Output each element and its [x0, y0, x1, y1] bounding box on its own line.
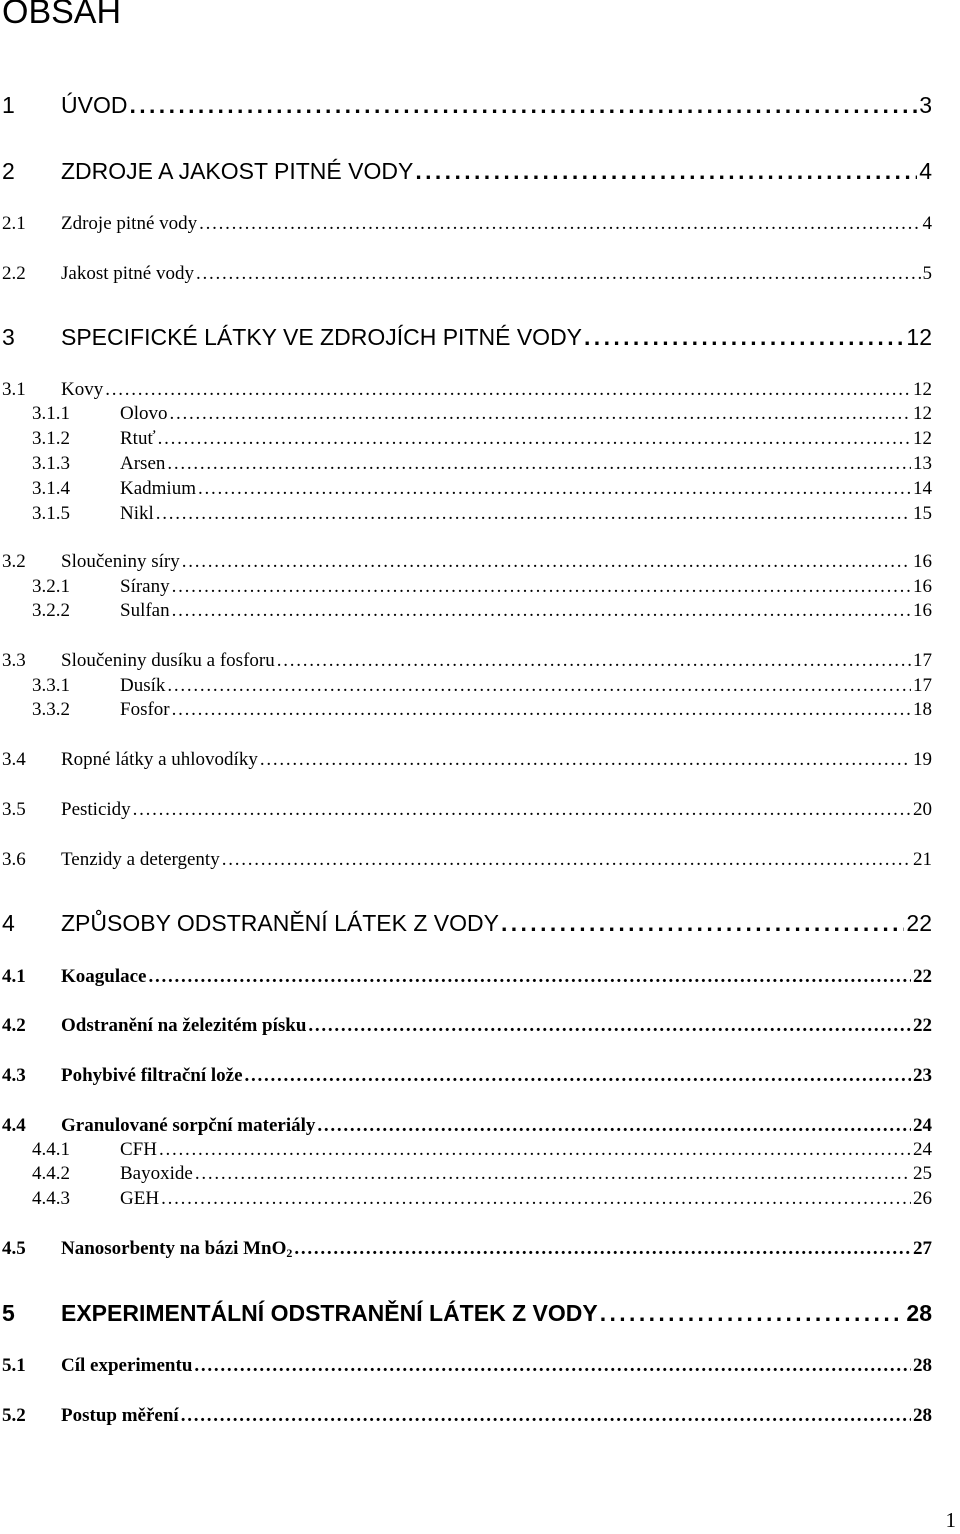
toc-section-4-3[interactable] [0, 1064, 932, 1088]
toc-section-4-5[interactable] [0, 1237, 932, 1261]
dot-leader [129, 90, 917, 120]
dot-leader [194, 1354, 911, 1378]
dot-leader [161, 1187, 911, 1211]
toc-number: 2.1 [2, 213, 26, 234]
toc-section-3-2[interactable] [0, 550, 932, 574]
toc-title: Rtuť [120, 428, 156, 449]
toc-page: 22 [906, 910, 932, 936]
toc-section-2-1[interactable] [0, 212, 932, 236]
toc-number: 3.1.1 [32, 403, 70, 424]
toc-title: Dusík [120, 675, 166, 696]
page-title: OBSAH [2, 0, 122, 31]
dot-leader [105, 378, 911, 402]
toc-page: 12 [913, 428, 932, 449]
toc-page: 13 [913, 453, 932, 474]
dot-leader [133, 798, 911, 822]
toc-number: 3.5 [2, 799, 26, 820]
toc-number: 2 [2, 158, 15, 184]
toc-page: 22 [913, 1015, 932, 1036]
toc-title: Sloučeniny síry [61, 551, 180, 572]
toc-chapter-5[interactable] [0, 1298, 932, 1328]
toc-title: Granulované sorpční materiály [61, 1115, 316, 1136]
toc-number: 3.4 [2, 749, 26, 770]
toc-number: 4.4.3 [32, 1188, 70, 1209]
toc-title: Odstranění na železitém písku [61, 1015, 307, 1036]
toc-subsection-3-3-2[interactable] [0, 698, 932, 722]
toc-subsection-4-4-2[interactable] [0, 1162, 932, 1186]
toc-section-5-2[interactable] [0, 1404, 932, 1428]
toc-page: 18 [913, 699, 932, 720]
toc-number: 3.1.2 [32, 428, 70, 449]
toc-title: Tenzidy a detergenty [61, 849, 220, 870]
toc-title: Pesticidy [61, 799, 131, 820]
toc-number: 3.3 [2, 650, 26, 671]
toc-page: 14 [913, 478, 932, 499]
toc-title: Bayoxide [120, 1163, 193, 1184]
toc-section-3-3[interactable] [0, 649, 932, 673]
toc-section-3-5[interactable] [0, 798, 932, 822]
toc-page: 16 [913, 576, 932, 597]
dot-leader [245, 1064, 911, 1088]
toc-subsection-4-4-1[interactable] [0, 1138, 932, 1162]
toc-number: 4.2 [2, 1015, 26, 1036]
toc-title: Postup měření [61, 1405, 179, 1426]
toc-title: Ropné látky a uhlovodíky [61, 749, 258, 770]
dot-leader [170, 402, 912, 426]
toc-title: Fosfor [120, 699, 170, 720]
toc-title: ZPŮSOBY ODSTRANĚNÍ LÁTEK Z VODY [61, 910, 499, 936]
toc-title [61, 1237, 292, 1265]
toc-number: 3.6 [2, 849, 26, 870]
dot-leader [222, 848, 911, 872]
toc-section-5-1[interactable] [0, 1354, 932, 1378]
toc-page: 5 [922, 263, 932, 284]
toc-page: 12 [913, 403, 932, 424]
toc-title: SPECIFICKÉ LÁTKY VE ZDROJÍCH PITNÉ VODY [61, 324, 583, 350]
toc-page: 23 [913, 1065, 932, 1086]
dot-leader [172, 575, 911, 599]
toc-title: Nikl [120, 503, 154, 524]
page-number: 1 [945, 1508, 956, 1532]
toc-title: Arsen [120, 453, 166, 474]
toc-page: 4 [922, 213, 932, 234]
toc-page: 22 [913, 966, 932, 987]
dot-leader [159, 1138, 911, 1162]
toc-page: 28 [913, 1355, 932, 1376]
toc-number: 3.1.3 [32, 453, 70, 474]
dot-leader [195, 1162, 911, 1186]
toc-number: 4.4.2 [32, 1163, 70, 1184]
toc-number: 3.1.4 [32, 478, 70, 499]
toc-title: Zdroje pitné vody [61, 213, 198, 234]
toc-title: CFH [120, 1139, 157, 1160]
dot-leader [156, 502, 911, 526]
toc-page: 19 [913, 749, 932, 770]
dot-leader [317, 1114, 911, 1138]
toc-page: 12 [906, 324, 932, 350]
toc-section-4-4[interactable] [0, 1114, 932, 1138]
toc-number: 4.1 [2, 966, 26, 987]
dot-leader [196, 262, 921, 286]
dot-leader [167, 674, 911, 698]
dot-leader [294, 1237, 911, 1261]
toc-title: GEH [120, 1188, 160, 1209]
toc-title: ZDROJE A JAKOST PITNÉ VODY [61, 158, 414, 184]
toc-title: Jakost pitné vody [61, 263, 194, 284]
toc-subsection-4-4-3[interactable] [0, 1187, 932, 1211]
dot-leader [199, 212, 920, 236]
dot-leader [584, 322, 904, 352]
dot-leader [198, 477, 911, 501]
toc-section-4-1[interactable] [0, 965, 932, 989]
toc-page: 16 [913, 600, 932, 621]
toc-page: 4 [919, 158, 932, 184]
toc-number: 3 [2, 324, 15, 350]
toc-page: 12 [913, 379, 932, 400]
dot-leader [600, 1298, 905, 1328]
toc-section-4-2[interactable] [0, 1014, 932, 1038]
toc-title: ÚVOD [61, 92, 128, 118]
toc-subsection-3-1-2[interactable] [0, 427, 932, 451]
toc-section-3-4[interactable] [0, 748, 932, 772]
toc-title: EXPERIMENTÁLNÍ ODSTRANĚNÍ LÁTEK Z VODY [61, 1300, 598, 1326]
toc-section-3-6[interactable] [0, 848, 932, 872]
toc-page: 26 [913, 1188, 932, 1209]
toc-title: Koagulace [61, 966, 147, 987]
toc-number: 5.2 [2, 1405, 26, 1426]
toc-number: 3.1 [2, 379, 26, 400]
toc-number: 4 [2, 910, 15, 936]
toc-page: 20 [913, 799, 932, 820]
toc-page: 27 [913, 1238, 932, 1259]
dot-leader [415, 156, 917, 186]
toc-title: Sulfan [120, 600, 170, 621]
toc-number: 4.3 [2, 1065, 26, 1086]
dot-leader [277, 649, 911, 673]
toc-number: 1 [2, 92, 15, 118]
toc-title: Cíl experimentu [61, 1355, 193, 1376]
toc-page: 28 [913, 1405, 932, 1426]
toc-title: Pohybivé filtrační lože [61, 1065, 243, 1086]
toc-subsection-3-1-4[interactable] [0, 477, 932, 501]
toc-number: 3.3.1 [32, 675, 70, 696]
dot-leader [308, 1014, 911, 1038]
dot-leader [501, 908, 904, 938]
toc-subsection-3-3-1[interactable] [0, 674, 932, 698]
toc-page: 24 [913, 1139, 932, 1160]
toc-page: 21 [913, 849, 932, 870]
toc-page: 24 [913, 1115, 932, 1136]
toc-number: 5.1 [2, 1355, 26, 1376]
toc-subsection-3-2-2[interactable] [0, 599, 932, 623]
toc-number: 3.2 [2, 551, 26, 572]
dot-leader [260, 748, 911, 772]
toc-chapter-4[interactable] [0, 908, 932, 938]
toc-page: 15 [913, 503, 932, 524]
dot-leader [149, 965, 912, 989]
toc-title: Kovy [61, 379, 104, 400]
toc-subsection-3-1-3[interactable] [0, 452, 932, 476]
toc-title-subscript: 2 [286, 1246, 293, 1260]
toc-page: 17 [913, 650, 932, 671]
toc-number: 2.2 [2, 263, 26, 284]
toc-number: 4.5 [2, 1238, 26, 1259]
toc-page: 17 [913, 675, 932, 696]
toc-subsection-3-1-5[interactable] [0, 502, 932, 526]
toc-number: 3.1.5 [32, 503, 70, 524]
toc-title: Olovo [120, 403, 168, 424]
toc-page: 16 [913, 551, 932, 572]
toc-chapter-2[interactable] [0, 156, 932, 186]
toc-number: 4.4.1 [32, 1139, 70, 1160]
toc-chapter-1[interactable] [0, 90, 932, 120]
toc-title: Sírany [120, 576, 170, 597]
toc-section-2-2[interactable] [0, 262, 932, 286]
toc-number: 5 [2, 1300, 15, 1326]
toc-page: 28 [906, 1300, 932, 1326]
toc-subsection-3-2-1[interactable] [0, 575, 932, 599]
toc-page: 3 [919, 92, 932, 118]
toc-number: 3.3.2 [32, 699, 70, 720]
dot-leader [158, 427, 911, 451]
toc-page: 25 [913, 1163, 932, 1184]
dot-leader [181, 1404, 911, 1428]
dot-leader [172, 599, 911, 623]
toc-title-text: Nanosorbenty na bázi MnO [61, 1238, 287, 1259]
toc-section-3-1[interactable] [0, 378, 932, 402]
toc-title: Sloučeniny dusíku a fosforu [61, 650, 275, 671]
toc-number: 3.2.2 [32, 600, 70, 621]
toc-number: 4.4 [2, 1115, 26, 1136]
dot-leader [167, 452, 911, 476]
toc-chapter-3[interactable] [0, 322, 932, 352]
dot-leader [172, 698, 911, 722]
toc-subsection-3-1-1[interactable] [0, 402, 932, 426]
toc-number: 3.2.1 [32, 576, 70, 597]
toc-title: Kadmium [120, 478, 196, 499]
dot-leader [182, 550, 911, 574]
